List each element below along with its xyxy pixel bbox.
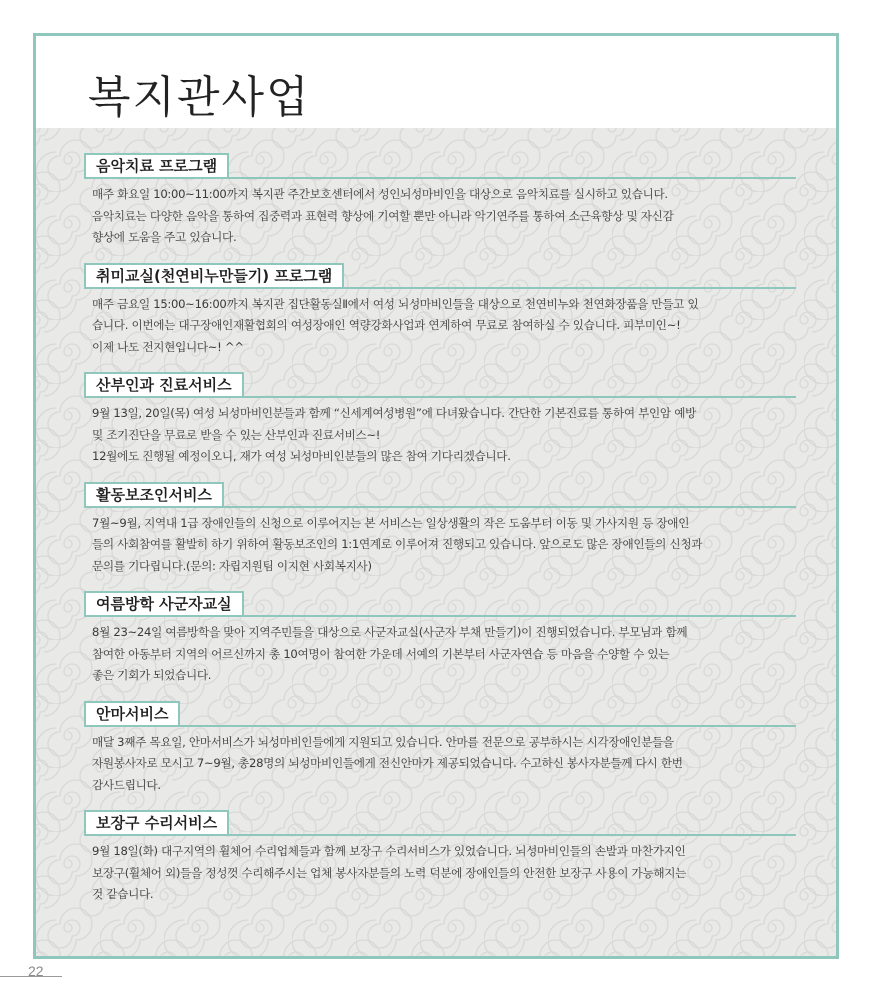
section-massage-service xyxy=(84,701,796,797)
program-sections xyxy=(84,153,796,920)
section-body: 8월 23~24일 여름방학을 맞아 지역주민들을 대상으로 사군자교실(사군자 부채 만들기)이 진행되었습니다. 부모님과 함께 참여한 아동부터 지역의 어르신까지 총 10여명이 참여한 가운데 서예의 기본부터 사군자연습 등 마음을 수양할 수 있는 좋은 기회가 되었습니다. xyxy=(92,625,688,682)
section-heading: 보장구 수리서비스 xyxy=(84,810,229,836)
section-heading: 산부인과 진료서비스 xyxy=(84,372,244,398)
heading-underline xyxy=(84,506,796,508)
page-title: 복지관사업 xyxy=(88,72,311,123)
section-heading-wrap xyxy=(84,701,796,727)
section-repair-service xyxy=(84,810,796,906)
heading-underline xyxy=(84,177,796,179)
section-heading: 안마서비스 xyxy=(84,701,180,727)
section-heading: 활동보조인서비스 xyxy=(84,482,224,508)
section-body: 7월~9월, 지역내 1급 장애인들의 신청으로 이루어지는 본 서비스는 일상생활의 작은 도움부터 이동 및 가사지원 등 장애인 들의 사회참여를 활발히 하기 위하여 활동보조인의 1:1연계로 이루어져 진행되고 있습니다. 앞으로도 많은 장애인들의 신청과 문의를 기다립니다.(문의: 자립지원팀 이지현 사회복지사) xyxy=(92,515,703,573)
section-heading: 음악치료 프로그램 xyxy=(84,153,229,179)
section-body: 매주 금요일 15:00~16:00까지 복지관 집단활동실Ⅱ에서 여성 뇌성마비인들을 대상으로 천연비누와 천연화장품을 만들고 있 습니다. 이번에는 대구장애인재활협회의 여성장애인 역량강화사업과 연계하여 무료로 참여하실 수 있습니다. 피부미인~! 이제 나도 전지현입니다~! ^^ xyxy=(92,296,699,354)
section-heading-wrap xyxy=(84,263,796,289)
content-frame xyxy=(33,33,839,959)
section-body: 매주 화요일 10:00~11:00까지 복지관 주간보호센터에서 성인뇌성마비인을 대상으로 음악치료를 실시하고 있습니다. 음악치료는 다양한 음악을 통하여 집중력과 표현력 향상에 기여할 뿐만 아니라 악기연주를 통하여 소근육향상 및 자신감 향상에 도움을 주고 있습니다. xyxy=(92,187,674,244)
section-heading-wrap xyxy=(84,482,796,508)
section-music-therapy xyxy=(84,153,796,249)
section-summer-class xyxy=(84,591,796,687)
section-heading-wrap xyxy=(84,810,796,836)
heading-underline xyxy=(84,725,796,727)
section-hobby-class xyxy=(84,263,796,359)
section-heading-wrap xyxy=(84,153,796,179)
section-heading-wrap xyxy=(84,372,796,398)
heading-underline xyxy=(84,834,796,836)
section-heading-wrap xyxy=(84,591,796,617)
section-gynecology-service xyxy=(84,372,796,468)
heading-underline xyxy=(84,287,796,289)
section-body: 매달 3째주 목요일, 안마서비스가 뇌성마비인들에게 지원되고 있습니다. 안마를 전문으로 공부하시는 시각장애인분들을 자원봉사자로 모시고 7~9월, 총28명의 뇌성마비인들에게 전신안마가 제공되었습니다. 수고하신 봉사자분들께 다시 한번 감사드립니다. xyxy=(92,734,683,792)
heading-underline xyxy=(84,615,796,617)
title-area xyxy=(36,36,836,128)
section-activity-assistant xyxy=(84,482,796,578)
heading-underline xyxy=(84,396,796,398)
section-body: 9월 18일(화) 대구지역의 휠체어 수리업체들과 함께 보장구 수리서비스가 있었습니다. 뇌성마비인들의 손발과 마찬가지인 보장구(휠체어 외)들을 정성껏 수리해주시는 업체 봉사자분들의 노력 덕분에 장애인들의 안전한 보장구 사용이 가능해지는 것 같습니다. xyxy=(92,844,687,901)
section-heading: 취미교실(천연비누만들기) 프로그램 xyxy=(84,263,344,289)
section-heading: 여름방학 사군자교실 xyxy=(84,591,244,617)
page-number: 22 xyxy=(28,963,44,979)
section-body: 9월 13일, 20일(목) 여성 뇌성마비인분들과 함께 “신세계여성병원”에 다녀왔습니다. 간단한 기본진료를 통하여 부인암 예방 및 조기진단을 무료로 받을 수 있는 산부인과 진료서비스~! 12월에도 진행될 예정이오니, 재가 여성 뇌성마비인분들의 많은 참여 기다리겠습니다. xyxy=(92,406,697,463)
